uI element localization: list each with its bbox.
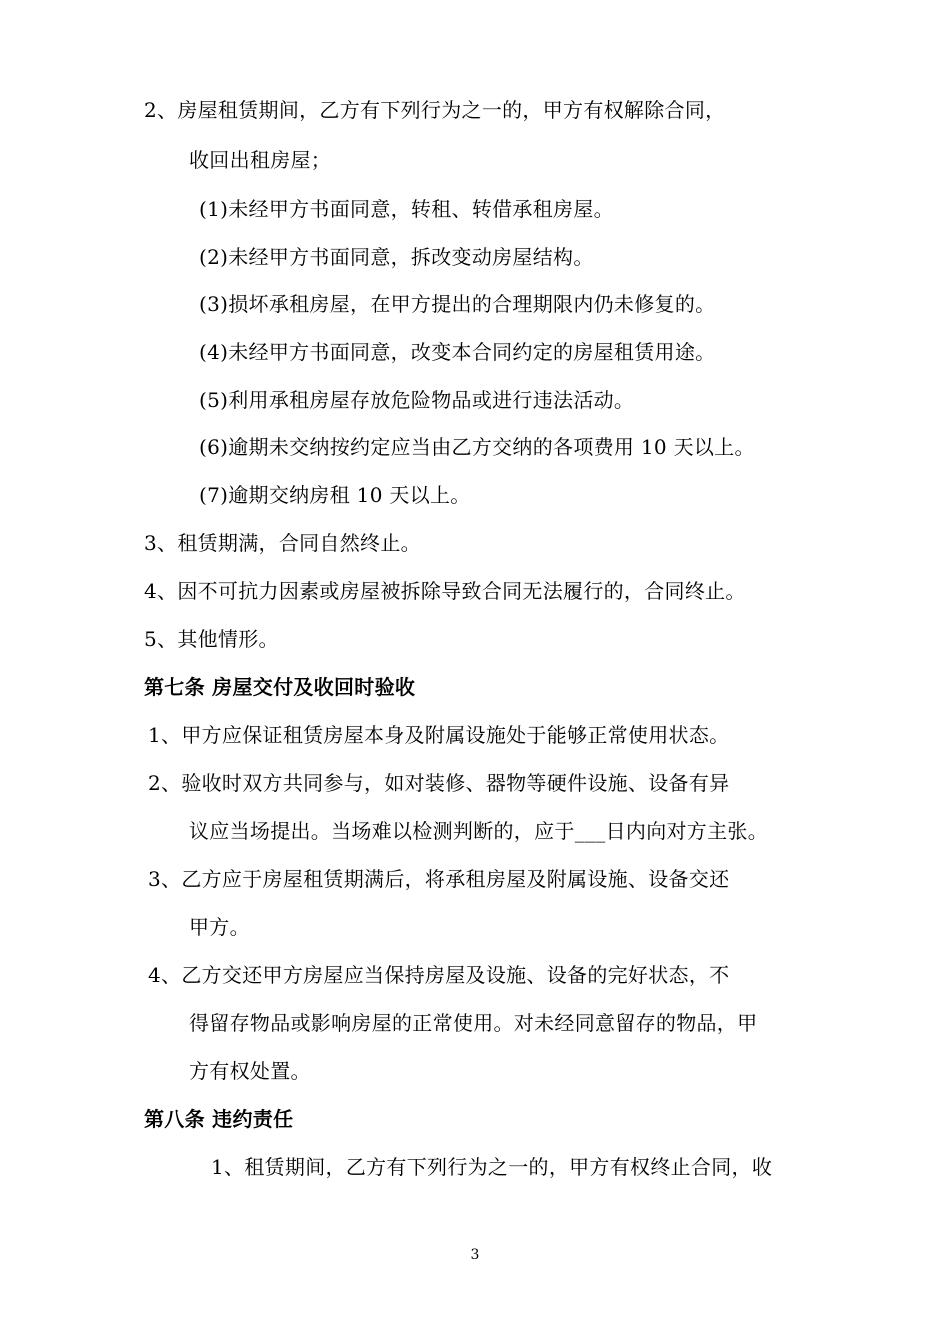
article-7-heading: 第七条 房屋交付及收回时验收 bbox=[144, 675, 416, 699]
clause-6-2-item-3: (3)损坏承租房屋，在甲方提出的合理期限内仍未修复的。 bbox=[199, 292, 716, 316]
clause-7-4-continued-1: 得留存物品或影响房屋的正常使用。对未经同意留存的物品，甲 bbox=[189, 1011, 758, 1035]
page-number: 3 bbox=[470, 1247, 480, 1263]
clause-7-3: 3、乙方应于房屋租赁期满后，将承租房屋及附属设施、设备交还 bbox=[148, 867, 730, 891]
clause-8-1: 1、租赁期间，乙方有下列行为之一的，甲方有权终止合同，收 bbox=[211, 1155, 773, 1179]
clause-7-2: 2、验收时双方共同参与，如对装修、器物等硬件设施、设备有异 bbox=[148, 771, 730, 795]
clause-6-2-item-5: (5)利用承租房屋存放危险物品或进行违法活动。 bbox=[199, 388, 635, 412]
clause-7-4: 4、乙方交还甲方房屋应当保持房屋及设施、设备的完好状态，不 bbox=[148, 963, 730, 987]
clause-6-3: 3、租赁期满，合同自然终止。 bbox=[144, 531, 421, 555]
clause-6-2-item-4: (4)未经甲方书面同意，改变本合同约定的房屋租赁用途。 bbox=[199, 340, 716, 364]
clause-6-2-item-2: (2)未经甲方书面同意，拆改变动房屋结构。 bbox=[199, 245, 594, 269]
clause-6-5: 5、其他情形。 bbox=[144, 627, 279, 651]
clause-6-2: 2、房屋租赁期间，乙方有下列行为之一的，甲方有权解除合同， bbox=[144, 98, 726, 122]
clause-7-2-continued: 议应当场提出。当场难以检测判断的，应于___日内向对方主张。 bbox=[189, 819, 768, 843]
clause-6-2-continued: 收回出租房屋； bbox=[189, 148, 332, 172]
article-8-heading: 第八条 违约责任 bbox=[144, 1107, 294, 1131]
clause-7-3-continued: 甲方。 bbox=[189, 915, 250, 939]
clause-7-1: 1、甲方应保证租赁房屋本身及附属设施处于能够正常使用状态。 bbox=[148, 723, 730, 747]
clause-6-4: 4、因不可抗力因素或房屋被拆除导致合同无法履行的，合同终止。 bbox=[144, 579, 746, 603]
clause-6-2-item-1: (1)未经甲方书面同意，转租、转借承租房屋。 bbox=[199, 197, 614, 221]
clause-6-2-item-7: (7)逾期交纳房租 10 天以上。 bbox=[199, 483, 471, 507]
clause-6-2-item-6: (6)逾期未交纳按约定应当由乙方交纳的各项费用 10 天以上。 bbox=[199, 435, 755, 459]
clause-7-4-continued-2: 方有权处置。 bbox=[189, 1059, 311, 1083]
